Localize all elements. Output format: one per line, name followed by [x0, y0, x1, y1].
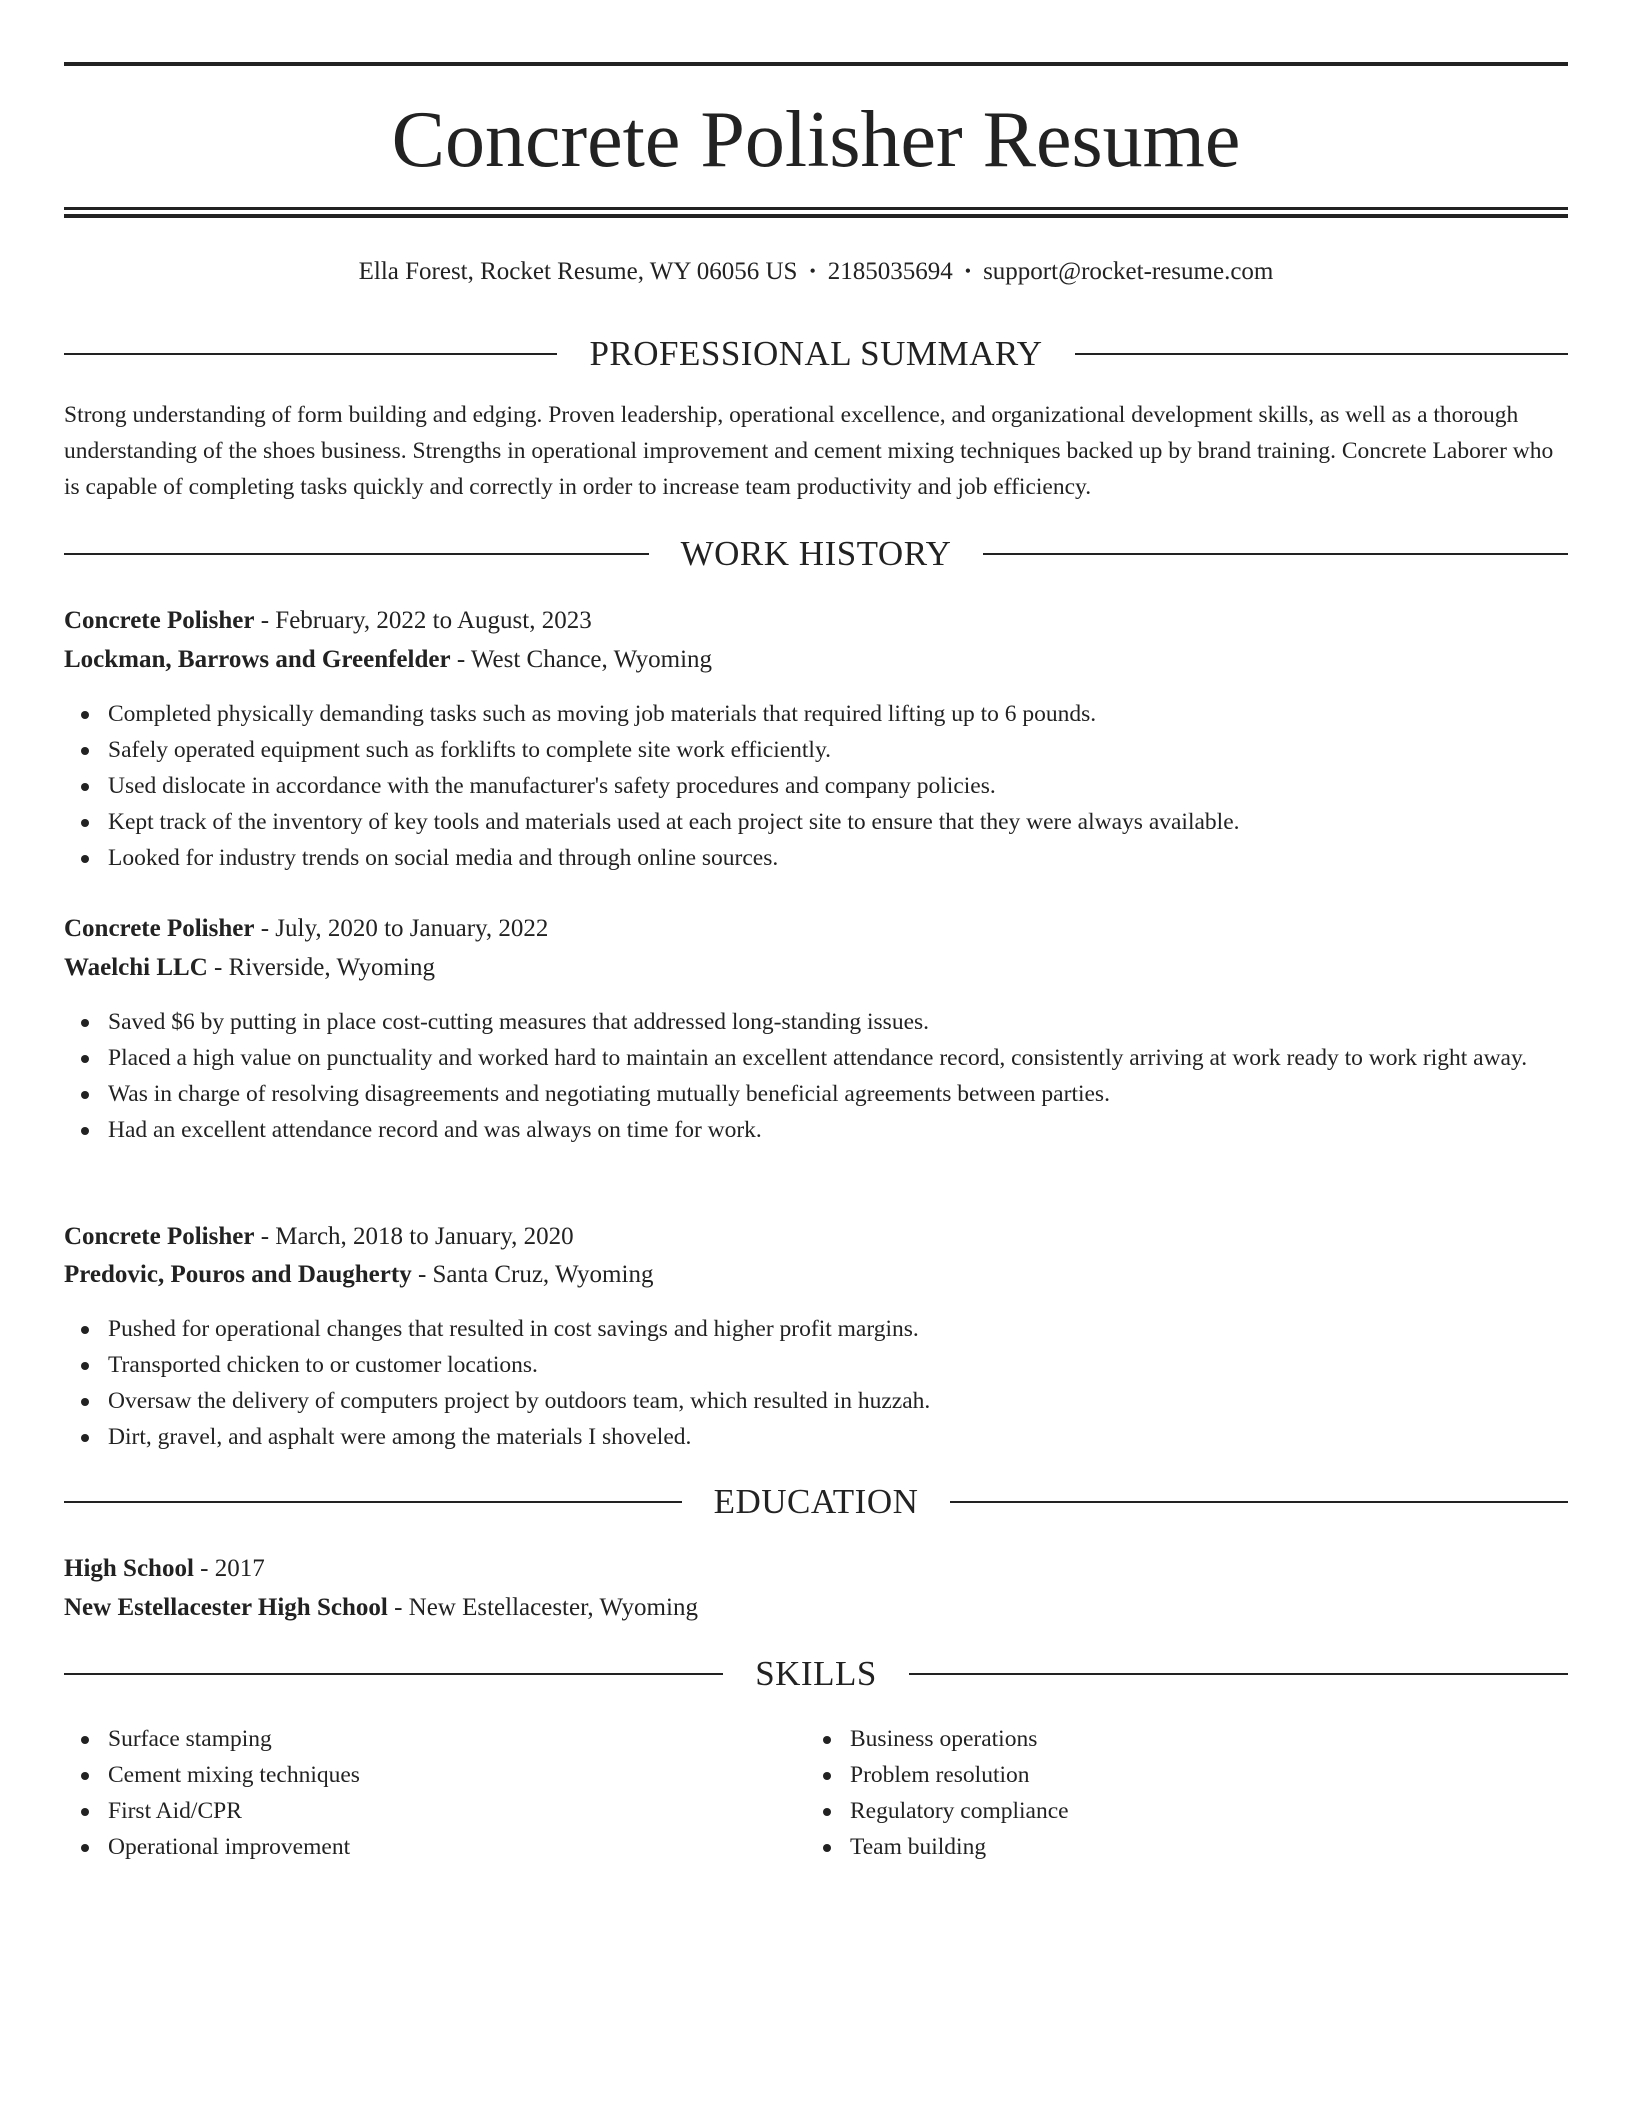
title-rule-lower — [64, 214, 1568, 218]
section-title-work: WORK HISTORY — [680, 534, 952, 573]
list-item: Completed physically demanding tasks such as moving job materials that required lifting up to 6 pounds. — [64, 696, 1568, 732]
job-location: - Santa Cruz, Wyoming — [411, 1261, 654, 1288]
page-title: Concrete Polisher Resume — [391, 96, 1241, 184]
divider-line — [950, 1501, 1568, 1503]
job-location: - Riverside, Wyoming — [207, 954, 435, 981]
list-item: Dirt, gravel, and asphalt were among the materials I shoveled. — [64, 1419, 1568, 1455]
education-school-line — [64, 1590, 1568, 1626]
list-item: Had an excellent attendance record and was always on time for work. — [64, 1112, 1568, 1148]
contact-separator: • — [964, 261, 972, 281]
contact-separator: • — [809, 261, 816, 281]
skill-item: Regulatory compliance — [806, 1793, 1506, 1829]
job-company: Predovic, Pouros and Daugherty — [64, 1261, 412, 1288]
contact-phone: 2185035694 — [827, 258, 953, 285]
skill-item: Surface stamping — [64, 1721, 764, 1757]
divider-line — [64, 1673, 723, 1675]
job-duties-list — [64, 696, 1568, 876]
skills-list-left — [64, 1721, 764, 1865]
list-item: Saved $6 by putting in place cost-cutting measures that addressed long-standing issues. — [64, 1004, 1568, 1040]
skill-item: Operational improvement — [64, 1829, 764, 1865]
section-header-work — [64, 534, 1568, 574]
job-duties-list — [64, 1004, 1568, 1148]
skill-item: Business operations — [806, 1721, 1506, 1757]
section-header-education — [64, 1482, 1568, 1522]
education-degree-line — [64, 1551, 1568, 1587]
job-title: Concrete Polisher — [64, 915, 255, 942]
list-item: Safely operated equipment such as forklifts to complete site work efficiently. — [64, 732, 1568, 768]
skills-list-right — [806, 1721, 1506, 1865]
job-title-line — [64, 1219, 1568, 1255]
list-item: Oversaw the delivery of computers project by outdoors team, which resulted in huzzah. — [64, 1383, 1568, 1419]
job-location: - West Chance, Wyoming — [450, 646, 713, 673]
contact-address: Ella Forest, Rocket Resume, WY 06056 US — [358, 258, 798, 285]
skill-item: Team building — [806, 1829, 1506, 1865]
list-item: Used dislocate in accordance with the manufacturer's safety procedures and company policies. — [64, 768, 1568, 804]
section-header-summary — [64, 334, 1568, 374]
divider-line — [64, 353, 557, 355]
skill-item: Problem resolution — [806, 1757, 1506, 1793]
list-item: Pushed for operational changes that resulted in cost savings and higher profit margins. — [64, 1311, 1568, 1347]
skill-item: Cement mixing techniques — [64, 1757, 764, 1793]
job-dates: - July, 2020 to January, 2022 — [254, 915, 549, 942]
job-company-line — [64, 950, 1568, 986]
summary-text: Strong understanding of form building and edging. Proven leadership, operational excellence, and organizational development skills, as well as a thorough understanding of the shoes business. Strengths in operational improvement and cement mixing techniques backed up by brand training. Concrete Laborer who is capable of completing tasks quickly and correctly in order to increase team productivity and job efficiency. — [64, 402, 1554, 500]
divider-line — [909, 1673, 1568, 1675]
divider-line — [983, 553, 1568, 555]
top-rule — [64, 62, 1568, 66]
job-title-line — [64, 603, 1568, 639]
divider-line — [1075, 353, 1568, 355]
divider-line — [64, 1501, 682, 1503]
job-company-line — [64, 1257, 1568, 1293]
section-title-skills: SKILLS — [755, 1654, 877, 1693]
section-title-summary: PROFESSIONAL SUMMARY — [589, 334, 1043, 373]
job-title: Concrete Polisher — [64, 607, 255, 634]
list-item: Transported chicken to or customer locations. — [64, 1347, 1568, 1383]
section-header-skills — [64, 1654, 1568, 1694]
education-location: - New Estellacester, Wyoming — [387, 1594, 698, 1621]
education-school: New Estellacester High School — [64, 1594, 388, 1621]
list-item: Looked for industry trends on social media and through online sources. — [64, 840, 1568, 876]
job-title-line — [64, 911, 1568, 947]
skill-item: First Aid/CPR — [64, 1793, 764, 1829]
job-company-line — [64, 642, 1568, 678]
education-year: - 2017 — [193, 1555, 265, 1582]
job-title: Concrete Polisher — [64, 1223, 255, 1250]
section-title-education: EDUCATION — [713, 1482, 919, 1521]
job-company: Waelchi LLC — [64, 954, 208, 981]
job-company: Lockman, Barrows and Greenfelder — [64, 646, 451, 673]
job-dates: - March, 2018 to January, 2020 — [254, 1223, 574, 1250]
title-rule-upper — [64, 207, 1568, 210]
contact-email: support@rocket-resume.com — [983, 258, 1274, 285]
divider-line — [64, 553, 649, 555]
job-dates: - February, 2022 to August, 2023 — [254, 607, 592, 634]
job-duties-list — [64, 1311, 1568, 1455]
education-degree: High School — [64, 1555, 194, 1582]
list-item: Kept track of the inventory of key tools and materials used at each project site to ensure that they were always available. — [64, 804, 1568, 840]
contact-line — [64, 253, 1568, 290]
list-item: Placed a high value on punctuality and worked hard to maintain an excellent attendance record, consistently arriving at work ready to work right away. — [64, 1040, 1568, 1076]
list-item: Was in charge of resolving disagreements and negotiating mutually beneficial agreements between parties. — [64, 1076, 1568, 1112]
